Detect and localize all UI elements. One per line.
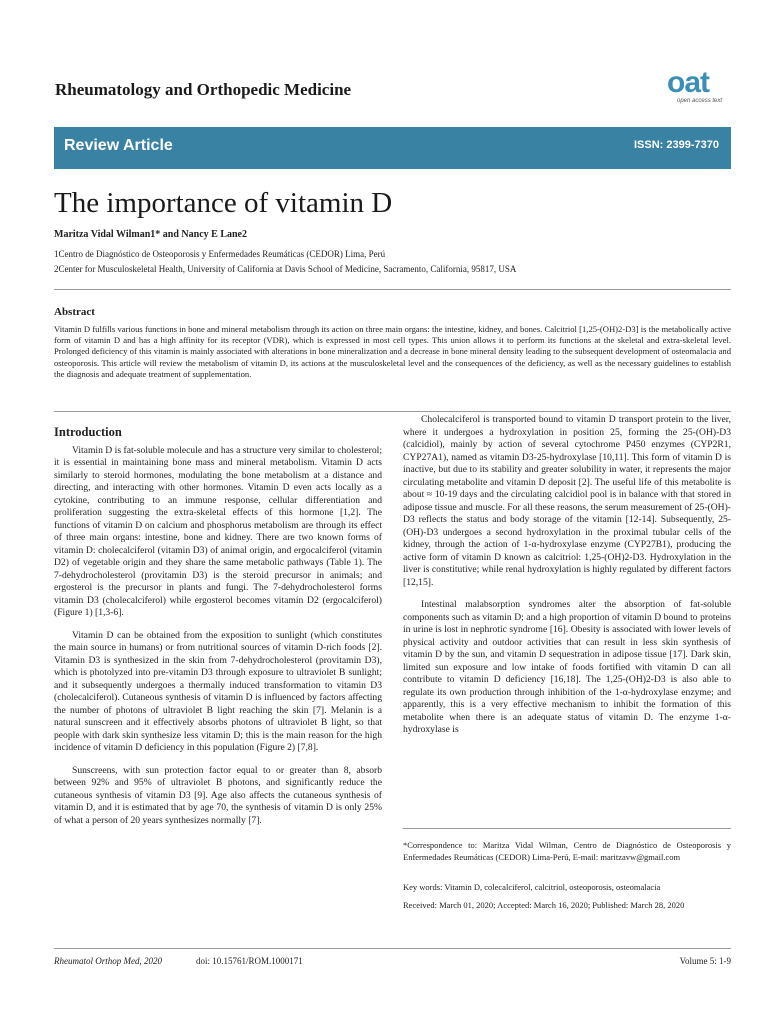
paragraph: Vitamin D is fat-soluble molecule and has a structure very similar to cholesterol; it is essential in maintaining bone mass and mineral metabolism. Vitamin D acts similarly to steroid hormones, modulating the bone metabolism at a distance and directing, and interacting with other hormones. Vitamin D even acts locally as a cytokine, contributing to an immune response, cellular differentiation and proliferation suggesting the extra-skeletal effects of this hormone [1,2]. The functions of vitamin D on calcium and phosphorus metabolism are through its effect of three main organs: intestine, bone and kidney. There are two known forms of vitamin D: cholecalciferol (vitamin D3) of animal origin, and ergocalciferol (vitamin D2) of vegetable origin and they share the same metabolic pathways (Table 1). The 7-dehydrocholesterol (provitamin D3) is the steroid precursor in animals; and ergosterol is the precursor in plants and fungi. The 7-dehydrocholesterol forms vitamin D3 (cholecalciferol) while ergosterol becomes vitamin D2 (ergocalciferol) (Figure 1) [1,3-6]. bbox=[54, 444, 382, 618]
abstract-heading: Abstract bbox=[54, 306, 95, 318]
issn: ISSN: 2399-7370 bbox=[634, 139, 719, 151]
abstract-text: Vitamin D fulfills various functions in bone and mineral metabolism through its action on three main organs: the intestine, kidney, and bones. Calcitriol [1,25-(OH)2-D3] is the metabolically active form of vitamin D and has a high affinity for its receptor (VDR), which is expressed in most cell types. This union allows it to perform its functions at the skeletal and extra-skeletal level. Prolonged deficiency of this vitamin is mainly associated with alterations in bone mineralization and a decrease in bone mineral density leading to the subsequent development of osteomalacia and osteoporosis. This article will review the metabolism of vitamin D, its actions at the musculoskeletal level and the consequences of the deficiency, as well as the necessary guidelines to establish the diagnosis and adequate treatment of supplementation. bbox=[54, 324, 731, 379]
logo-subtitle: open access text bbox=[677, 98, 723, 104]
logo-text: oat bbox=[667, 66, 709, 99]
journal-name: Rheumatology and Orthopedic Medicine bbox=[55, 80, 352, 99]
divider bbox=[54, 948, 731, 949]
paragraph: Cholecalciferol is transported bound to vitamin D transport protein to the liver, where it undergoes a hydroxylation in position 25, forming the 25-(OH)-D3 (calcidiol), mainly by action of several cytochrome P450 enzymes (CYP2R1, CYP27A1), named as vitamin D3-25-hydroxylase [10,11]. This form of vitamin D is inactive, but due to its stability and greater solubility in water, it represents the major circulating metabolite and vitamin D deposit [2]. The useful life of this metabolite is about ≈ 10-19 days and the circulating calcidiol pool is in balance with that stored in adipose tissue and muscle. For all these reasons, the serum measurement of 25-(OH)-D3 reflects the status and body storage of the vitamin [12-14]. Subsequently, 25-(OH)-D3 undergoes a second hydroxylation in the proximal tubular cells of the kidney, through the action of 1-α-hydroxylase enzyme (CYP27B1), producing the active form of vitamin D known as calcitriol: 1,25-(OH)2-D3. Hydroxylation in the liver is constitutive; while renal hydroxylation is highly regulated by different factors [12,15]. bbox=[403, 414, 731, 588]
left-column bbox=[54, 426, 382, 837]
article-type-banner bbox=[54, 127, 731, 169]
divider bbox=[54, 411, 731, 412]
footer-volume: Volume 5: 1-9 bbox=[679, 956, 731, 966]
affiliation-2: 2Center for Musculoskeletal Health, University of California at Davis School of Medicine, Sacramento, California, 95817, USA bbox=[54, 264, 517, 274]
correspondence: *Correspondence to: Maritza Vidal Wilman, Centro de Diagnóstico de Osteoporosis y Enfermedades Reumáticas (CEDOR) Lima-Perú, E-mail: maritzavw@gmail.com bbox=[403, 840, 731, 862]
keywords: Key words: Vitamin D, colecalciferol, calcitriol, osteoporosis, osteomalacia bbox=[403, 882, 661, 892]
footer-doi: doi: 10.15761/ROM.1000171 bbox=[196, 956, 303, 966]
affiliation-1: 1Centro de Diagnóstico de Osteoporosis y Enfermedades Reumáticas (CEDOR) Lima, Perú bbox=[54, 249, 386, 259]
authors: Maritza Vidal Wilman1* and Nancy E Lane2 bbox=[54, 229, 247, 240]
divider bbox=[54, 289, 731, 290]
paragraph: Vitamin D can be obtained from the exposition to sunlight (which constitutes the main source in humans) or from nutritional sources of vitamin D-rich foods [2]. Vitamin D3 is synthesized in the skin from 7-dehydrocholesterol (provitamin D3), which is photolyzed into pre-vitamin D3 through exposure to ultraviolet B sunlight; and it subsequently undergoes a thermally induced transformation to vitamin D3 (cholecalciferol). Cutaneous synthesis of vitamin D is influenced by factors affecting the number of photons of ultraviolet B light reaching the skin [7]. Melanin is a natural sunscreen and it effectively absorbs photons of ultraviolet B light, so that people with dark skin synthesize less vitamin D; this is the main reason for the high incidence of vitamin D deficiency in this population (Figure 2) [7,8]. bbox=[54, 629, 382, 753]
paragraph: Sunscreens, with sun protection factor equal to or greater than 8, absorb between 92% and 95% of ultraviolet B photons, and significantly reduce the cutaneous synthesis of vitamin D3 [9]. Age also affects the cutaneous synthesis of vitamin D, and it is estimated that by age 70, the synthesis of vitamin D is only 25% of what a person of 20 years synthesizes normally [7]. bbox=[54, 764, 382, 826]
article-type: Review Article bbox=[64, 137, 173, 154]
dates: Received: March 01, 2020; Accepted: March 16, 2020; Published: March 28, 2020 bbox=[403, 900, 685, 910]
divider bbox=[403, 828, 731, 829]
paragraph: Intestinal malabsorption syndromes alter the absorption of fat-soluble components such as vitamin D; and a high proportion of vitamin D bound to proteins in urine is lost in nephrotic syndrome [16]. Obesity is associated with lower levels of physical activity and outdoor activities that can result in less skin synthesis of vitamin D by the sun, and vitamin D sequestration in adipose tissue [17]. Dark skin, limited sun exposure and low intake of foods fortified with vitamin D can all contribute to vitamin D deficiency [16,18]. The 1,25-(OH)2-D3 is also able to regulate its own production through inhibition of the 1-α-hydroxylase enzyme; and apparently, this is a very effective mechanism to inhibit the formation of this metabolite when there is an adequate status of vitamin D. The enzyme 1-α-hydroxylase is bbox=[403, 599, 731, 735]
oat-logo bbox=[667, 66, 729, 108]
paper-title: The importance of vitamin D bbox=[54, 187, 393, 219]
footer-citation: Rheumatol Orthop Med, 2020 bbox=[54, 956, 162, 966]
right-column bbox=[403, 414, 731, 747]
section-heading-introduction: Introduction bbox=[54, 425, 122, 439]
